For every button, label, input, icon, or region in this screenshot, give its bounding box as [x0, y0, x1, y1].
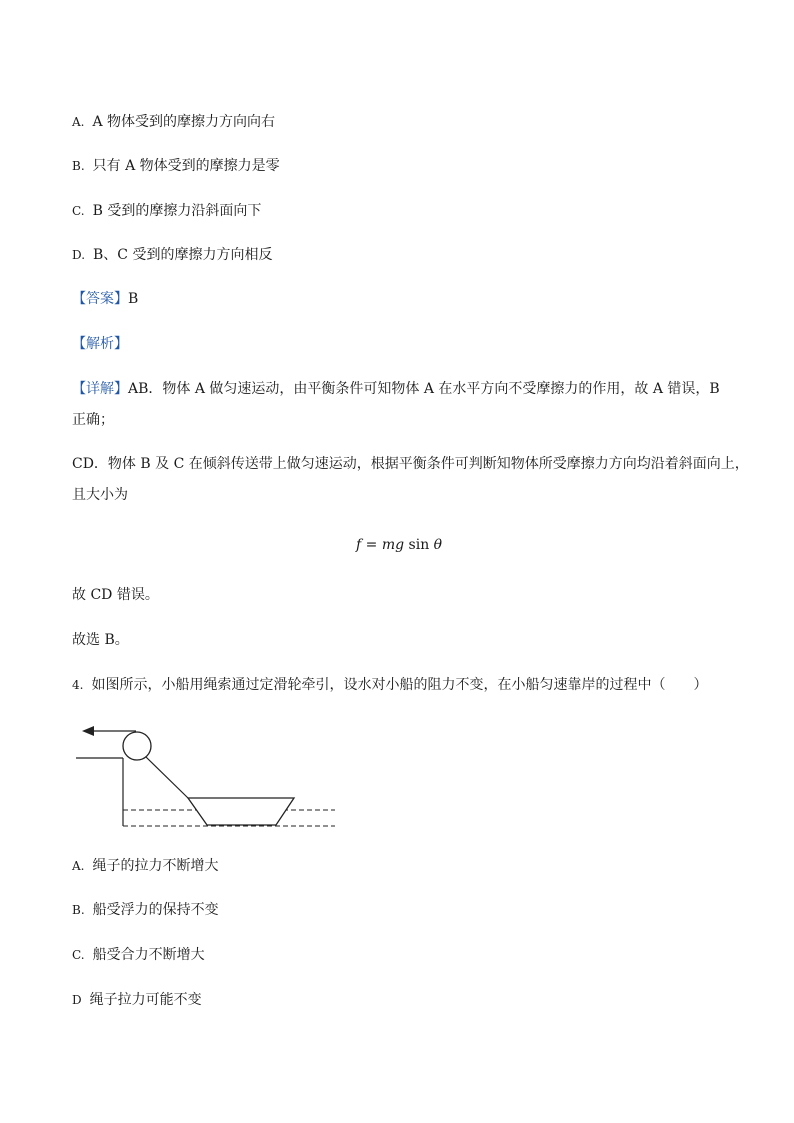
formula-theta: θ [433, 537, 443, 553]
formula-mg: mg [381, 537, 405, 553]
option-d [72, 245, 272, 265]
detail-line-4 [72, 485, 128, 505]
option-letter: C. [72, 948, 85, 962]
option-a [72, 112, 275, 132]
detail-line-2 [72, 410, 114, 430]
detail-tag: 【详解】 [72, 381, 128, 397]
analysis-tag: 【解析】 [72, 336, 128, 352]
arrow-head-icon [82, 726, 94, 736]
boat-pulley-diagram [70, 718, 340, 833]
pulley-icon [123, 732, 151, 760]
friction-formula [356, 535, 442, 555]
conclusion-line-1 [72, 585, 159, 605]
option-letter: C. [72, 204, 85, 218]
boat-icon [188, 798, 294, 825]
option-text: A 物体受到的摩擦力方向向右 [92, 114, 276, 130]
detail-text-1: AB．物体 A 做匀速运动，由平衡条件可知物体 A 在水平方向不受摩擦力的作用，故 A 错误，B [128, 381, 720, 397]
detail-line-1 [72, 379, 720, 399]
answer-tag: 【答案】 [72, 291, 128, 307]
option-text: 船受浮力的保持不变 [92, 902, 219, 918]
option-c [72, 201, 261, 221]
option-letter: A. [72, 115, 85, 129]
option-text: B、C 受到的摩擦力方向相反 [93, 247, 273, 263]
detail-text-4: 且大小为 [72, 487, 128, 503]
detail-text-3: CD．物体 B 及 C 在倾斜传送带上做匀速运动，根据平衡条件可判断知物体所受摩擦力方向均沿着斜面向上， [72, 456, 749, 472]
option-b [72, 156, 280, 176]
option-text: 绳子的拉力不断增大 [92, 858, 219, 874]
option-letter: B. [72, 159, 85, 173]
formula-lhs: f [356, 537, 362, 553]
detail-line-3 [72, 454, 749, 474]
rope-to-boat [146, 757, 188, 798]
question-number: 4. [72, 678, 84, 692]
option-text: 船受合力不断增大 [92, 947, 205, 963]
answer-line [72, 289, 138, 309]
conclusion-line-2 [72, 630, 129, 650]
q4-option-c [72, 945, 205, 965]
formula-sin: sin [404, 537, 434, 553]
option-letter: D. [72, 248, 86, 262]
option-letter: D [72, 993, 82, 1007]
q4-option-a [72, 856, 218, 876]
option-text: 绳子拉力可能不变 [89, 992, 202, 1008]
conclusion-text-2: 故选 B。 [72, 632, 129, 648]
answer-value: B [128, 291, 139, 307]
boat-pulley-figure [70, 718, 340, 837]
option-letter: B. [72, 903, 85, 917]
question-text: 如图所示，小船用绳索通过定滑轮牵引，设水对小船的阻力不变，在小船匀速靠岸的过程中（ ） [91, 677, 708, 693]
conclusion-text-1: 故 CD 错误。 [72, 587, 159, 603]
formula-equals: = [361, 537, 382, 553]
q4-option-d [72, 990, 202, 1010]
analysis-line [72, 334, 128, 354]
question-4 [72, 675, 707, 695]
option-letter: A. [72, 859, 85, 873]
q4-option-b [72, 900, 219, 920]
option-text: 只有 A 物体受到的摩擦力是零 [92, 158, 280, 174]
option-text: B 受到的摩擦力沿斜面向下 [92, 203, 262, 219]
detail-text-2: 正确； [72, 412, 114, 428]
